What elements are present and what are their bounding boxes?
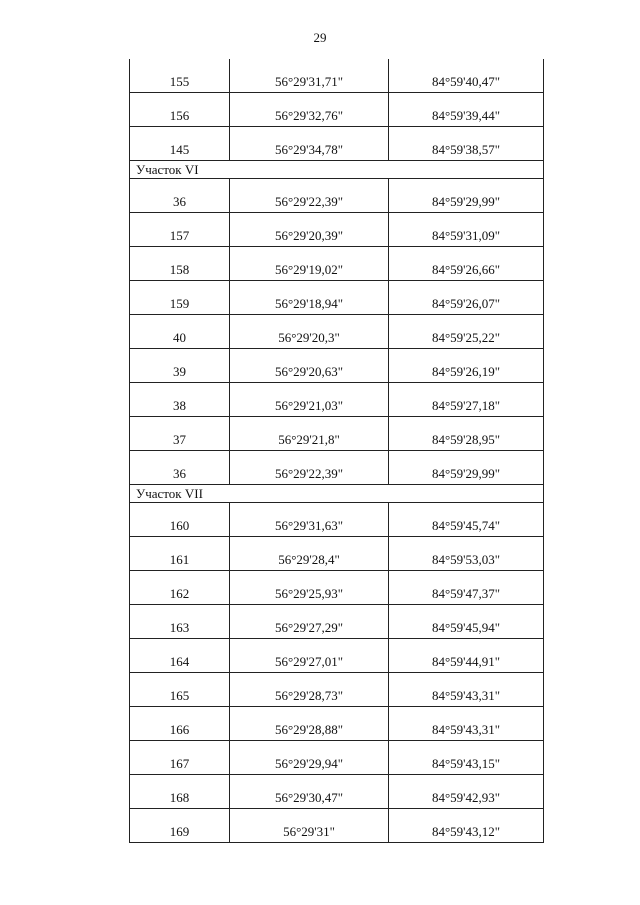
table-row [130, 383, 544, 417]
table-row [130, 417, 544, 451]
point-number-cell: 158 [130, 247, 230, 281]
longitude-cell: 84°59'43,31" [389, 673, 544, 707]
point-number-cell: 39 [130, 349, 230, 383]
point-number-cell: 40 [130, 315, 230, 349]
latitude-cell: 56°29'31" [230, 809, 389, 843]
latitude-cell: 56°29'32,76" [230, 93, 389, 127]
latitude-cell: 56°29'18,94" [230, 281, 389, 315]
latitude-cell: 56°29'27,29" [230, 605, 389, 639]
table-row [130, 571, 544, 605]
section-header-row [130, 161, 544, 179]
table-row [130, 741, 544, 775]
latitude-cell: 56°29'19,02" [230, 247, 389, 281]
page-number: 29 [313, 30, 327, 45]
point-number-cell: 38 [130, 383, 230, 417]
table-row [130, 213, 544, 247]
longitude-cell: 84°59'44,91" [389, 639, 544, 673]
point-number-cell: 166 [130, 707, 230, 741]
latitude-cell: 56°29'27,01" [230, 639, 389, 673]
latitude-cell: 56°29'31,71" [230, 59, 389, 93]
latitude-cell: 56°29'31,63" [230, 503, 389, 537]
longitude-cell: 84°59'47,37" [389, 571, 544, 605]
longitude-cell: 84°59'29,99" [389, 451, 544, 485]
section-title: Участок VII [130, 485, 544, 503]
latitude-cell: 56°29'22,39" [230, 179, 389, 213]
longitude-cell: 84°59'38,57" [389, 127, 544, 161]
section-title: Участок VI [130, 161, 544, 179]
point-number-cell: 155 [130, 59, 230, 93]
longitude-cell: 84°59'45,94" [389, 605, 544, 639]
table-row [130, 673, 544, 707]
table-row [130, 349, 544, 383]
table-row [130, 537, 544, 571]
point-number-cell: 157 [130, 213, 230, 247]
point-number-cell: 163 [130, 605, 230, 639]
point-number-cell: 169 [130, 809, 230, 843]
latitude-cell: 56°29'21,03" [230, 383, 389, 417]
latitude-cell: 56°29'34,78" [230, 127, 389, 161]
point-number-cell: 161 [130, 537, 230, 571]
point-number-cell: 167 [130, 741, 230, 775]
longitude-cell: 84°59'28,95" [389, 417, 544, 451]
latitude-cell: 56°29'30,47" [230, 775, 389, 809]
table-row [130, 639, 544, 673]
latitude-cell: 56°29'29,94" [230, 741, 389, 775]
table-row [130, 127, 544, 161]
table-row [130, 247, 544, 281]
table-row [130, 809, 544, 843]
point-number-cell: 165 [130, 673, 230, 707]
longitude-cell: 84°59'39,44" [389, 93, 544, 127]
point-number-cell: 36 [130, 179, 230, 213]
longitude-cell: 84°59'27,18" [389, 383, 544, 417]
coordinates-table [129, 59, 544, 843]
longitude-cell: 84°59'26,66" [389, 247, 544, 281]
latitude-cell: 56°29'25,93" [230, 571, 389, 605]
section-header-row [130, 485, 544, 503]
latitude-cell: 56°29'20,63" [230, 349, 389, 383]
longitude-cell: 84°59'42,93" [389, 775, 544, 809]
table-row [130, 281, 544, 315]
longitude-cell: 84°59'43,31" [389, 707, 544, 741]
table-row [130, 605, 544, 639]
point-number-cell: 162 [130, 571, 230, 605]
table-row [130, 775, 544, 809]
longitude-cell: 84°59'40,47" [389, 59, 544, 93]
latitude-cell: 56°29'22,39" [230, 451, 389, 485]
longitude-cell: 84°59'43,15" [389, 741, 544, 775]
point-number-cell: 145 [130, 127, 230, 161]
latitude-cell: 56°29'28,88" [230, 707, 389, 741]
latitude-cell: 56°29'21,8" [230, 417, 389, 451]
longitude-cell: 84°59'26,07" [389, 281, 544, 315]
point-number-cell: 156 [130, 93, 230, 127]
point-number-cell: 168 [130, 775, 230, 809]
table-row [130, 707, 544, 741]
latitude-cell: 56°29'28,73" [230, 673, 389, 707]
latitude-cell: 56°29'28,4" [230, 537, 389, 571]
longitude-cell: 84°59'26,19" [389, 349, 544, 383]
table-row [130, 179, 544, 213]
table-row [130, 59, 544, 93]
point-number-cell: 36 [130, 451, 230, 485]
point-number-cell: 159 [130, 281, 230, 315]
point-number-cell: 37 [130, 417, 230, 451]
longitude-cell: 84°59'53,03" [389, 537, 544, 571]
latitude-cell: 56°29'20,3" [230, 315, 389, 349]
point-number-cell: 160 [130, 503, 230, 537]
latitude-cell: 56°29'20,39" [230, 213, 389, 247]
table-row [130, 503, 544, 537]
table-row [130, 315, 544, 349]
table-row [130, 451, 544, 485]
table-row [130, 93, 544, 127]
point-number-cell: 164 [130, 639, 230, 673]
longitude-cell: 84°59'25,22" [389, 315, 544, 349]
longitude-cell: 84°59'31,09" [389, 213, 544, 247]
longitude-cell: 84°59'43,12" [389, 809, 544, 843]
longitude-cell: 84°59'45,74" [389, 503, 544, 537]
longitude-cell: 84°59'29,99" [389, 179, 544, 213]
coordinates-table-body [130, 59, 544, 843]
